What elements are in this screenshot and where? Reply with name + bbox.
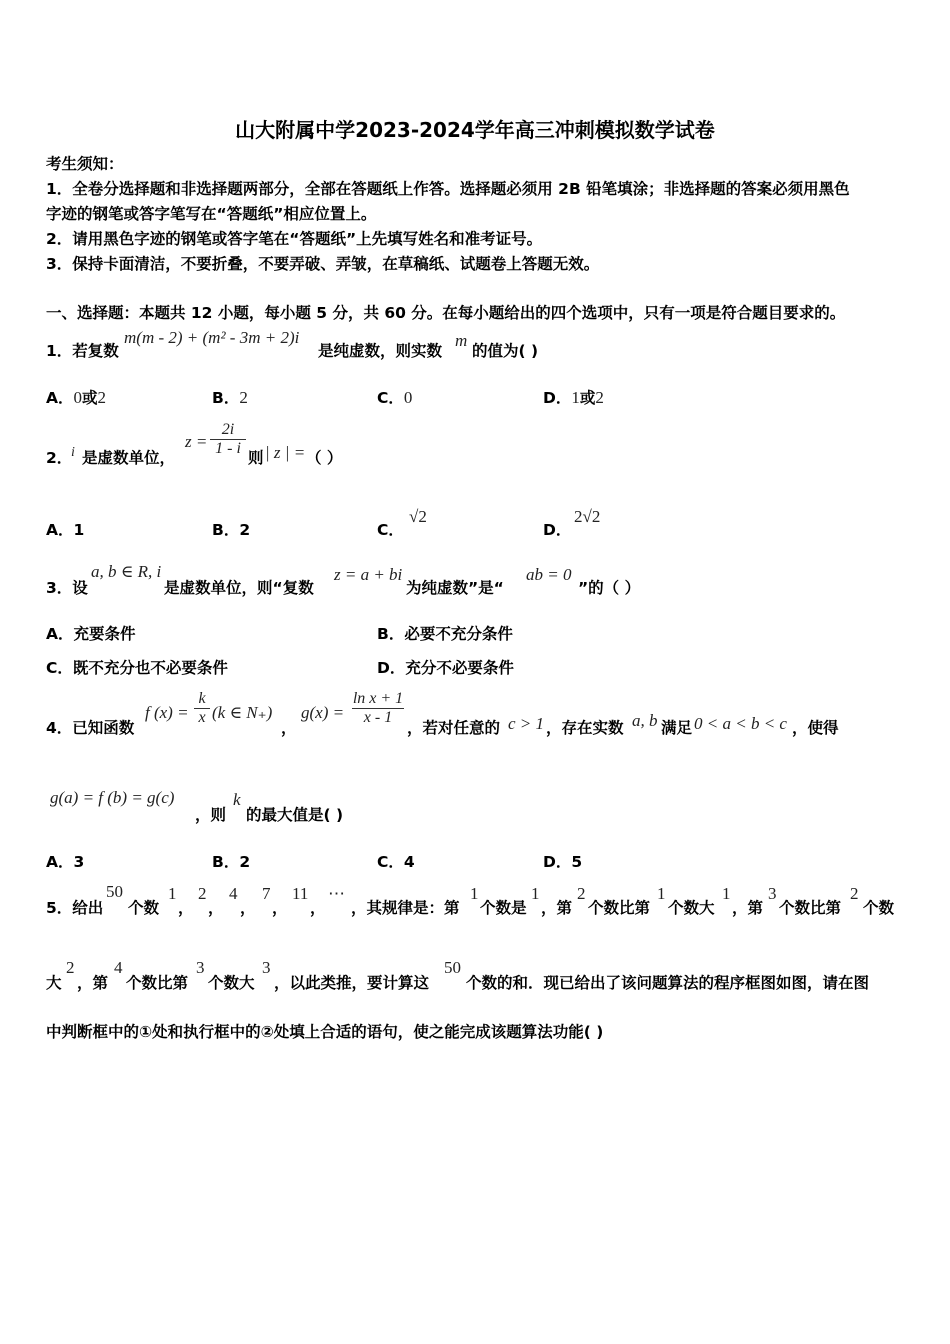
q5-seq-2: 2 bbox=[198, 884, 207, 903]
q5-t5: ，第 bbox=[732, 899, 764, 917]
q4-g-fraction bbox=[352, 690, 404, 727]
q5-n1: 1 bbox=[470, 884, 479, 903]
q3-z: z = a + bi bbox=[334, 565, 403, 584]
q5-t4: 个数大 bbox=[668, 899, 715, 917]
q3-text-1: 是虚数单位，则“复数 bbox=[164, 579, 314, 597]
q5-sep: ， bbox=[208, 899, 224, 917]
q4-equation: g(a) = f (b) = g(c) bbox=[50, 788, 175, 807]
q2-then: 则 bbox=[248, 449, 264, 467]
q2-option-a[interactable]: A．1 bbox=[46, 521, 85, 539]
q5-seq-5: 11 bbox=[292, 884, 309, 903]
q2-option-d[interactable]: D． bbox=[543, 521, 572, 539]
q5-seq-6: ⋯ bbox=[328, 884, 345, 903]
q5-prefix: 5．给出 bbox=[46, 899, 104, 917]
q5-line2-big: 大 bbox=[46, 974, 62, 992]
q4-text-4: ，使得 bbox=[792, 719, 839, 737]
section-heading: 一、选择题：本题共 12 小题，每小题 5 分，共 60 分。在每小题给出的四个选项中，只有一项是符合题目要求的。 bbox=[46, 304, 846, 322]
q5-line2-n2: 2 bbox=[66, 958, 75, 977]
notice-heading: 考生须知： bbox=[46, 155, 124, 173]
q4-text-3: 满足 bbox=[661, 719, 693, 737]
q1-expression: m(m - 2) + (m² - 3m + 2)i bbox=[124, 328, 300, 347]
q5-n3: 3 bbox=[768, 884, 777, 903]
q4-text-5: ，则 bbox=[195, 806, 227, 824]
q5-n1b: 1 bbox=[531, 884, 540, 903]
q5-n1c: 1 bbox=[657, 884, 666, 903]
q3-ab: ab = 0 bbox=[526, 565, 572, 584]
q1-mid: 是纯虚数，则实数 bbox=[318, 342, 443, 360]
q5-line3: 中判断框中的①处和执行框中的②处填上合适的语句，使之能完成该题算法功能( ) bbox=[46, 1023, 604, 1041]
q4-g-denominator: x - 1 bbox=[352, 708, 404, 727]
q3-prefix: 3．设 bbox=[46, 579, 88, 597]
q2-denominator: 1 - i bbox=[210, 439, 246, 458]
q5-line2-t2: 个数比第 bbox=[126, 974, 189, 992]
q4-prefix: 4．已知函数 bbox=[46, 719, 135, 737]
q5-t3: 个数比第 bbox=[588, 899, 651, 917]
q1-suffix: 的值为( ) bbox=[472, 342, 539, 360]
q2-numerator: 2i bbox=[221, 421, 235, 438]
q3-text-3: ”的（ ） bbox=[578, 579, 641, 597]
q2-paren: （ ） bbox=[306, 449, 343, 467]
q2-prefix: 2． bbox=[46, 449, 73, 467]
q4-option-c[interactable]: C．4 bbox=[377, 853, 415, 871]
q1-prefix: 1．若复数 bbox=[46, 342, 119, 360]
q5-sep: ， bbox=[272, 899, 288, 917]
q5-seq-4: 7 bbox=[262, 884, 271, 903]
q2-option-d-value: 2√2 bbox=[574, 507, 601, 526]
q2-option-c[interactable]: C． bbox=[377, 521, 404, 539]
q5-t1: 个数是 bbox=[480, 899, 527, 917]
q2-i: i bbox=[71, 445, 75, 460]
q5-line2-t1: ，第 bbox=[77, 974, 109, 992]
q3-option-d[interactable]: D．充分不必要条件 bbox=[377, 659, 514, 677]
q2-text: 是虚数单位， bbox=[82, 449, 176, 467]
q5-sep: ， bbox=[240, 899, 256, 917]
q5-line2-t5: 个数的和．现已给出了该问题算法的程序框图如图，请在图 bbox=[466, 974, 870, 992]
q5-seq-1: 1 bbox=[168, 884, 177, 903]
q4-order: 0 < a < b < c bbox=[694, 714, 787, 733]
q5-n2: 2 bbox=[577, 884, 586, 903]
q5-rule: ，其规律是：第 bbox=[351, 899, 460, 917]
q4-text-1: ，若对任意的 bbox=[407, 719, 501, 737]
q3-option-a[interactable]: A．充要条件 bbox=[46, 625, 136, 643]
q5-line2-n3a: 3 bbox=[196, 958, 205, 977]
q5-ge: 个数 bbox=[128, 899, 160, 917]
q4-k: k bbox=[233, 790, 241, 809]
q5-t2: ，第 bbox=[541, 899, 573, 917]
page-title: 山大附属中学2023-2024学年高三冲刺模拟数学试卷 bbox=[235, 118, 715, 142]
notice-item-3: 3．保持卡面清洁，不要折叠，不要弄破、弄皱，在草稿纸、试题卷上答题无效。 bbox=[46, 255, 600, 273]
q3-option-b[interactable]: B．必要不充分条件 bbox=[377, 625, 513, 643]
q4-text-6: 的最大值是( ) bbox=[246, 806, 344, 824]
q2-z-equals: z = bbox=[185, 432, 208, 451]
q2-fraction bbox=[210, 421, 246, 458]
q4-option-a[interactable]: A．3 bbox=[46, 853, 85, 871]
q4-option-d[interactable]: D．5 bbox=[543, 853, 583, 871]
q1-option-a[interactable]: A．0或2 bbox=[46, 388, 107, 407]
q5-count-50: 50 bbox=[106, 882, 123, 901]
q4-g-numerator: ln x + 1 bbox=[352, 690, 404, 707]
q5-t6: 个数比第 bbox=[779, 899, 842, 917]
q4-g-lhs: g(x) = bbox=[301, 703, 345, 722]
q4-f-numerator: k bbox=[198, 690, 206, 707]
q5-line2-n3b: 3 bbox=[262, 958, 271, 977]
q1-option-d[interactable]: D．1或2 bbox=[543, 388, 604, 407]
q1-variable: m bbox=[455, 331, 468, 350]
q5-seq-3: 4 bbox=[229, 884, 238, 903]
q4-f-domain: (k ∈ N₊) bbox=[212, 703, 273, 722]
q2-option-b[interactable]: B．2 bbox=[212, 521, 251, 539]
q3-text-2: 为纯虚数”是“ bbox=[406, 579, 504, 597]
notice-item-1: 1．全卷分选择题和非选择题两部分，全部在答题纸上作答。选择题必须用 2B 铅笔填涂；非选择题的答案必须用黑色 bbox=[46, 180, 850, 198]
q5-sep: ， bbox=[310, 899, 326, 917]
q5-n2b: 2 bbox=[850, 884, 859, 903]
q5-line2-n4: 4 bbox=[114, 958, 123, 977]
q4-ab: a, b bbox=[632, 711, 658, 730]
q5-t7: 个数 bbox=[863, 899, 895, 917]
notice-item-1-cont: 字迹的钢笔或答字笔写在“答题纸”相应位置上。 bbox=[46, 205, 377, 223]
q4-f-lhs: f (x) = bbox=[145, 703, 189, 722]
q4-comma: ， bbox=[281, 719, 297, 737]
q4-c-condition: c > 1 bbox=[508, 714, 545, 733]
q5-line2-n50: 50 bbox=[444, 958, 461, 977]
q4-f-fraction bbox=[194, 690, 210, 727]
q2-abs: | z | = bbox=[265, 443, 306, 462]
q4-text-2: ，存在实数 bbox=[546, 719, 624, 737]
notice-item-2: 2．请用黑色字迹的钢笔或答字笔在“答题纸”上先填写姓名和准考证号。 bbox=[46, 230, 543, 248]
q4-option-b[interactable]: B．2 bbox=[212, 853, 251, 871]
q3-option-c[interactable]: C．既不充分也不必要条件 bbox=[46, 659, 228, 677]
q5-line2-t4: ，以此类推，要计算这 bbox=[274, 974, 430, 992]
q4-f-denominator: x bbox=[194, 708, 210, 727]
q1-option-c[interactable]: C．0 bbox=[377, 388, 413, 407]
q3-condition: a, b ∈ R, i bbox=[91, 562, 162, 581]
q2-option-c-value: √2 bbox=[409, 507, 427, 526]
q5-n1d: 1 bbox=[722, 884, 731, 903]
q1-option-b[interactable]: B．2 bbox=[212, 388, 248, 407]
q5-line2-t3: 个数大 bbox=[208, 974, 255, 992]
q5-sep: ， bbox=[178, 899, 194, 917]
